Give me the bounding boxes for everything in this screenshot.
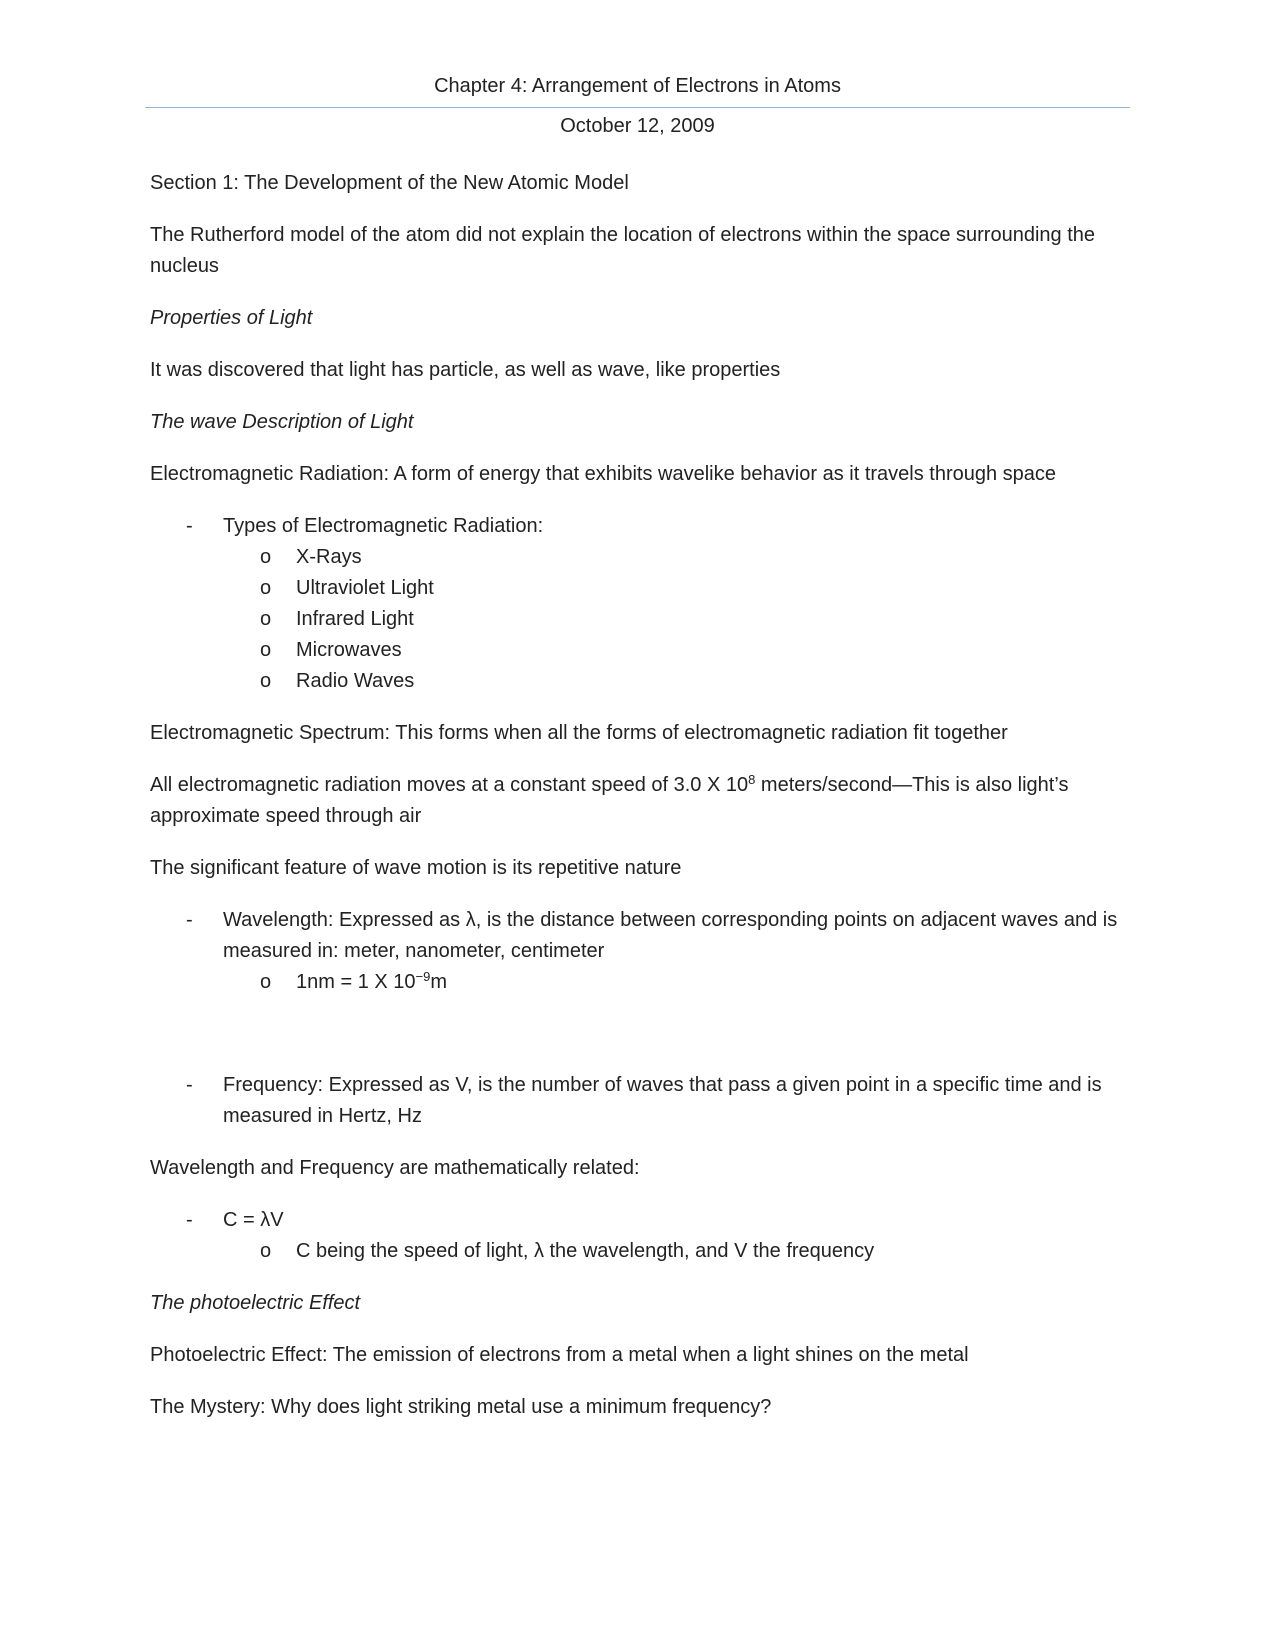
type-x-rays: X-Rays [296, 546, 362, 568]
wavelength-list [150, 905, 1130, 998]
formula-note: C being the speed of light, λ the wavelength, and V the frequency [296, 1240, 875, 1262]
em-radiation-paragraph: Electromagnetic Radiation: A form of energy that exhibits wavelike behavior as it travels through space [150, 463, 1057, 485]
nm-exponent: −9 [415, 969, 431, 984]
list-item [150, 666, 1130, 697]
type-ultraviolet: Ultraviolet Light [296, 577, 434, 599]
wavelength-definition: Wavelength: Expressed as λ, is the distance between corresponding points on adjacent waves and is measured in: meter, nanometer, centimeter [223, 909, 1118, 962]
circle-bullet: o [260, 577, 272, 599]
dash-bullet: - [186, 1209, 193, 1231]
blank-space [150, 998, 1130, 1070]
formula-sublist [223, 1236, 1130, 1267]
document-date: October 12, 2009 [560, 115, 715, 137]
rutherford-paragraph: The Rutherford model of the atom did not explain the location of electrons within the space surrounding the nucleus [150, 224, 1096, 277]
repetitive-paragraph: The significant feature of wave motion is its repetitive nature [150, 857, 682, 879]
wavelength-sublist [223, 967, 1130, 998]
type-infrared: Infrared Light [296, 608, 414, 630]
speed-text-end: meters/second—This is also light’s approximate speed through air [150, 774, 1069, 827]
circle-bullet: o [260, 639, 272, 661]
nm-text-end: m [430, 971, 448, 993]
photoelectric-definition: Photoelectric Effect: The emission of electrons from a metal when a light shines on the metal [150, 1344, 969, 1366]
circle-bullet: o [260, 608, 272, 630]
list-item [150, 542, 1130, 573]
formula-list [150, 1205, 1130, 1267]
dash-bullet: - [186, 1074, 193, 1096]
type-radio-waves: Radio Waves [296, 670, 415, 692]
list-item [150, 511, 1130, 697]
discovered-paragraph: It was discovered that light has particle, as well as wave, like properties [150, 359, 781, 381]
chapter-title: Chapter 4: Arrangement of Electrons in Atoms [434, 75, 841, 97]
list-item [150, 604, 1130, 635]
type-microwaves: Microwaves [296, 639, 402, 661]
types-heading: Types of Electromagnetic Radiation: [223, 515, 544, 537]
speed-paragraph [150, 770, 1130, 832]
speed-text-start: All electromagnetic radiation moves at a constant speed of 3.0 X 10 [150, 774, 749, 796]
section-heading: Section 1: The Development of the New Atomic Model [150, 172, 629, 194]
header-divider [145, 107, 1130, 108]
nm-text-start: 1nm = 1 X 10 [296, 971, 416, 993]
document-body [150, 168, 1130, 1444]
list-item [150, 967, 1130, 998]
circle-bullet: o [260, 1240, 272, 1262]
list-item [150, 573, 1130, 604]
list-item [150, 1070, 1130, 1132]
em-spectrum-paragraph: Electromagnetic Spectrum: This forms when all the forms of electromagnetic radiation fit together [150, 722, 1008, 744]
frequency-definition: Frequency: Expressed as V, is the number of waves that pass a given point in a specific time and is measured in Hertz, Hz [223, 1074, 1102, 1127]
list-item [150, 1236, 1130, 1267]
wave-heading: The wave Description of Light [150, 411, 414, 433]
types-list [150, 511, 1130, 697]
photoelectric-heading: The photoelectric Effect [150, 1292, 361, 1314]
circle-bullet: o [260, 971, 272, 993]
frequency-list [150, 1070, 1130, 1132]
circle-bullet: o [260, 546, 272, 568]
list-item [150, 635, 1130, 666]
list-item [150, 1205, 1130, 1267]
circle-bullet: o [260, 670, 272, 692]
types-sublist [223, 542, 1130, 697]
formula: C = λV [223, 1209, 284, 1231]
dash-bullet: - [186, 909, 193, 931]
list-item [150, 905, 1130, 998]
properties-heading: Properties of Light [150, 307, 313, 329]
speed-exponent: 8 [748, 772, 756, 787]
mystery-paragraph: The Mystery: Why does light striking metal use a minimum frequency? [150, 1396, 772, 1418]
related-paragraph: Wavelength and Frequency are mathematically related: [150, 1157, 640, 1179]
dash-bullet: - [186, 515, 193, 537]
